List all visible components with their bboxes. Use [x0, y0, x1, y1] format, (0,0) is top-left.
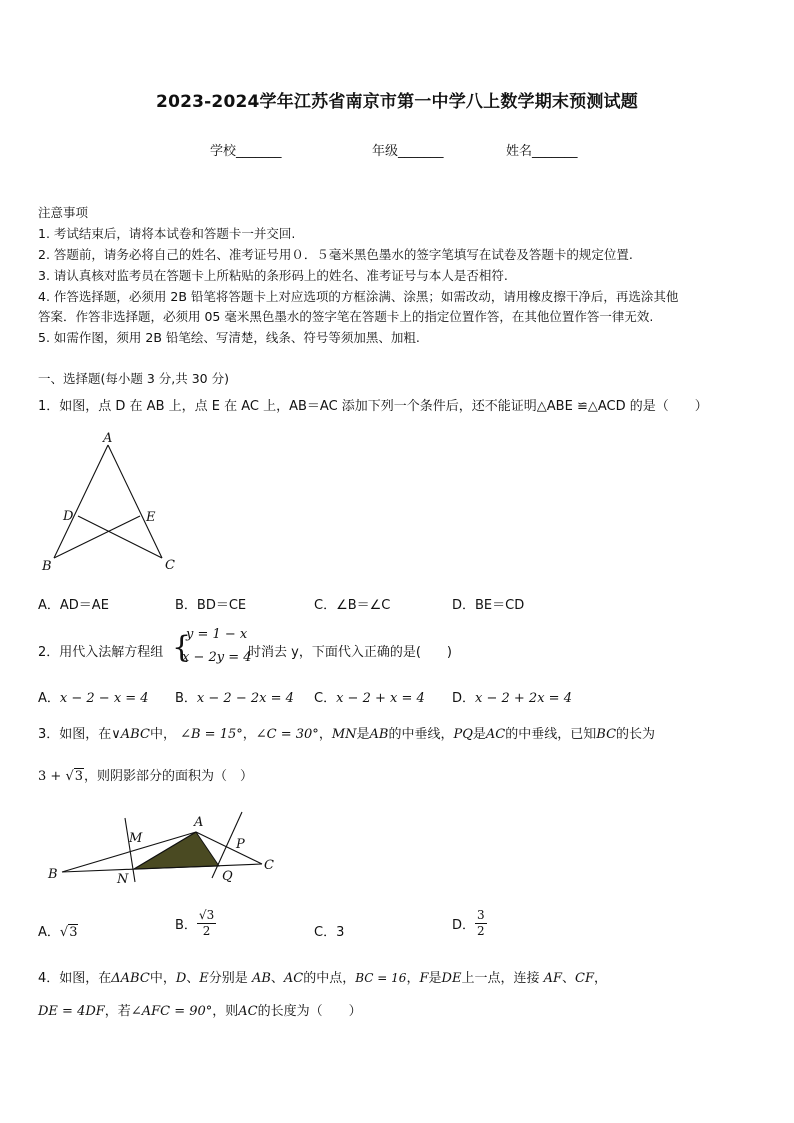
numerator: 3 — [477, 908, 485, 922]
text: 、 — [562, 971, 576, 986]
math-text: 3 + — [38, 769, 66, 784]
text: ，若 — [104, 1004, 131, 1019]
question-2-prefix: 2．用代入法解方程组 — [38, 645, 164, 660]
label-n: N — [117, 872, 129, 887]
point-f: F — [419, 971, 429, 986]
notice-item: 2. 答题前，请务必将自己的姓名、准考证号用０．５毫米黑色墨水的签字笔填写在试卷及答题卡的规定位置. — [38, 247, 633, 262]
text: 、 — [186, 971, 200, 986]
label-c: C — [165, 558, 175, 573]
notice-item: 答案．作答非选择题，必须用 05 毫米黑色墨水的签字笔在答题卡上的指定位置作答，在其他位置作答一律无效. — [38, 309, 654, 324]
q2-option-d: x − 2 + 2x = 4 — [475, 691, 572, 706]
q2-equation-2: x − 2y = 4 — [182, 650, 252, 665]
segment-pq: PQ — [453, 727, 473, 742]
point-e: E — [199, 971, 209, 986]
q2-equation-1: y = 1 − x — [186, 627, 248, 642]
text: 中， — [149, 971, 176, 986]
label-e: E — [146, 510, 156, 525]
text: 的长度为（ ） — [257, 1004, 362, 1019]
denominator: 2 — [202, 924, 211, 938]
text: 4．如图，在 — [38, 971, 112, 986]
q3-option-c: C．3 — [314, 925, 345, 940]
text: ， — [242, 727, 256, 742]
grade-field: 年级_______ — [372, 144, 444, 159]
label-p: P — [236, 837, 245, 852]
text: 、 — [270, 971, 284, 986]
text: ，则 — [212, 1004, 239, 1019]
q2-option-b: x − 2 − 2x = 4 — [196, 691, 294, 706]
q2-option-c: x − 2 + x = 4 — [336, 691, 425, 706]
text: 上一点，连接 — [461, 971, 540, 986]
angle-afc: ∠AFC = 90° — [130, 1004, 213, 1019]
denominator: 2 — [477, 924, 485, 938]
notice-item: 3. 请认真核对监考员在答题卡上所粘贴的条形码上的姓名、准考证号与本人是否相符. — [38, 268, 508, 283]
fraction — [475, 908, 487, 939]
q2-option-b-letter: B． — [175, 691, 197, 706]
segment-ac: AC — [485, 727, 506, 742]
q1-option-d: D．BE＝CD — [452, 598, 525, 613]
q1-triangle-figure — [36, 428, 186, 574]
notice-heading: 注意事项 — [38, 205, 89, 220]
text: 中， — [149, 727, 176, 742]
page-title: 2023-2024学年江苏省南京市第一中学八上数学期末预测试题 — [156, 92, 638, 112]
segment-ac: AC — [238, 1004, 258, 1019]
question-4-line-2 — [38, 1000, 362, 1019]
question-1-stem: 1．如图，点 D 在 AB 上，点 E 在 AC 上，AB＝AC 添加下列一个条件后，还不能证明△ABE ≌△ACD 的是（ ） — [38, 399, 708, 414]
name-field: 姓名_______ — [506, 144, 578, 159]
sqrt-3: √3 — [65, 769, 84, 784]
segment-ac: AC — [283, 971, 304, 986]
q3-option-b — [175, 908, 216, 939]
q3-option-a — [38, 921, 78, 940]
segment-mn: MN — [331, 727, 357, 742]
segment-ab: AB — [369, 727, 389, 742]
segment-af: AF — [543, 971, 563, 986]
text: 的中垂线，已知 — [505, 727, 597, 742]
option-letter: D． — [452, 918, 476, 933]
school-field: 学校_______ — [210, 144, 282, 159]
q2-option-c-letter: C． — [314, 691, 337, 706]
text: ，则阴影部分的面积为（ ） — [84, 769, 254, 784]
q1-option-a: A．AD＝AE — [38, 598, 109, 613]
label-a: A — [194, 815, 204, 830]
brace-icon: { — [172, 630, 192, 665]
q3-option-d — [452, 908, 487, 939]
text: 的长为 — [616, 727, 656, 742]
notice-item: 5. 如需作图，须用 2B 铅笔绘、写清楚，线条、符号等须加黑、加粗. — [38, 330, 420, 345]
text: 是 — [472, 727, 486, 742]
segment-ab: AB — [251, 971, 271, 986]
label-c: C — [264, 858, 274, 873]
radicand: 3 — [74, 769, 84, 784]
option-letter: B． — [175, 918, 197, 933]
text: ， — [594, 971, 608, 986]
q3-triangle-figure — [40, 808, 290, 890]
point-d: D — [175, 971, 187, 986]
text: ， — [406, 971, 420, 986]
label-d: D — [63, 509, 74, 524]
angle-b: ∠B = 15° — [180, 727, 243, 742]
text: 的中点， — [303, 971, 356, 986]
segment-bc: BC — [596, 727, 617, 742]
q2-option-a: x − 2 − x = 4 — [59, 691, 149, 706]
label-m: M — [129, 831, 143, 846]
question-2-suffix: 时消去 y，下面代入正确的是( ) — [248, 645, 452, 660]
fraction — [197, 908, 216, 939]
q1-option-b: B．BD＝CE — [175, 598, 247, 613]
q2-option-d-letter: D． — [452, 691, 476, 706]
label-q: Q — [222, 869, 233, 884]
label-a: A — [103, 431, 113, 446]
notice-item: 4. 作答选择题，必须用 2B 铅笔将答题卡上对应选项的方框涂满、涂黑；如需改动，请用橡皮擦干净后，再选涂其他 — [38, 289, 679, 304]
question-4-line-1 — [38, 967, 607, 986]
radicand: 3 — [69, 925, 78, 940]
text: 是 — [428, 971, 442, 986]
label-b: B — [48, 867, 58, 882]
numerator: √3 — [198, 908, 215, 922]
option-letter: A． — [38, 925, 60, 940]
segment-cf: CF — [575, 971, 594, 986]
text: 是 — [356, 727, 370, 742]
bc-value: BC = 16 — [355, 971, 407, 985]
question-3-line-2 — [38, 765, 253, 784]
de-equation: DE = 4DF — [38, 1004, 105, 1019]
notice-item: 1. 考试结束后，请将本试卷和答题卡一并交回. — [38, 226, 296, 241]
q2-option-a-letter: A． — [38, 691, 60, 706]
text: 3．如图，在 — [38, 727, 112, 742]
question-3-line-1 — [38, 723, 655, 742]
section-heading: 一、选择题(每小题 3 分,共 30 分) — [38, 371, 229, 386]
text: 分别是 — [208, 971, 248, 986]
label-b: B — [42, 559, 52, 574]
triangle-abc: ΔABC — [111, 971, 150, 986]
segment-de: DE — [441, 971, 462, 986]
text: ， — [318, 727, 332, 742]
q1-option-c: C．∠B＝∠C — [314, 598, 391, 613]
triangle-abc: ∨ABC — [111, 727, 150, 742]
sqrt-3: √3 — [59, 925, 78, 940]
angle-c: ∠C = 30° — [255, 727, 319, 742]
text: 的中垂线， — [388, 727, 454, 742]
